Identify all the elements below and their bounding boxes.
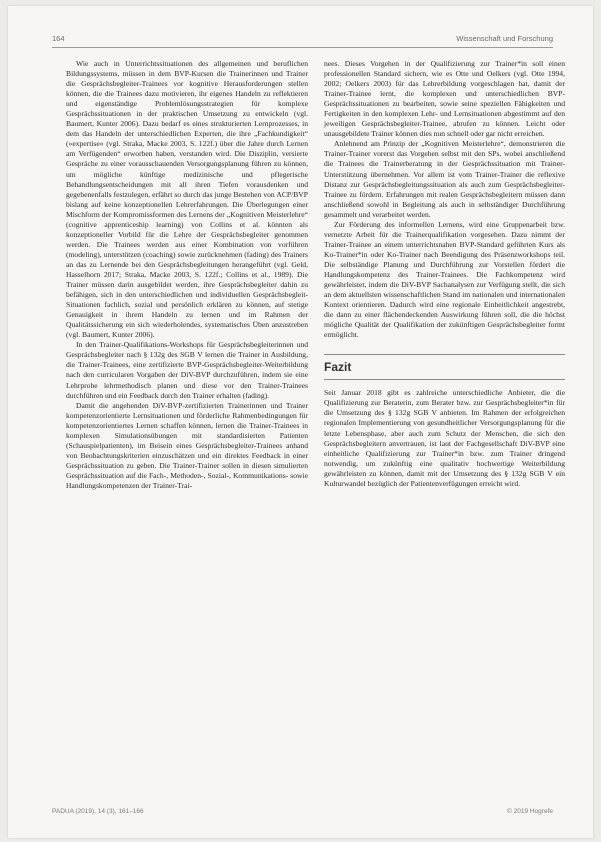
body-paragraph: Anlehnend am Prinzip der „Kognitiven Meisterlehre“, demonstrieren die Trainer-Trainer vorerst das Vorgehen selbst mit den SPs, wobei anschließend die Trainees die Trainerberatung in der Gesprächssituation mit Trainer-Unterstützung übernehmen. Vor allem ist vom Trainer-Trainer die reflexive Distanz zur Gesprächsbegleitungssituation als auch zum Gesprächsbegleiter-Trainee zu fördern. Erfahrungen mit realen Gesprächsbegleitern müssen dann anschließend sowohl in Begleitung als auch in selbständiger Durchführung gesammelt und verarbeitet werden. [324,139,565,219]
section-rule [324,354,565,355]
body-paragraph: In den Trainer-Qualifikations-Workshops für Gesprächsbegleiterinnen und Gesprächsbegleiter nach § 132g des SGB V lernen die Trainer in Ausbildung, die Trainer-Trainees, eine zertifizierte BVP-Gesprächsbegleiter-Weiterbildung nach den curricularen Vorgaben der DiV-BVP durchzuführen, indem sie eine Lehrprobe lehrmethodisch planen und diese vor den Trainer-Trainees durchführen und ein Feedback durch den Trainer erhalten (fading). [66,340,308,400]
header-rule [52,47,553,48]
fazit-paragraph: Seit Januar 2018 gibt es zahlreiche unterschiedliche Anbieter, die die Qualifizierung zur Beraterin, zum Berater bzw. zur Gesprächsbegleiter*in für die Umsetzung des § 132g SGB V anbieten. Im Rahmen der erfolgreichen regionalen Implementierung von gesundheitlicher Versorgungsplanung für die letzte Lebensphase, aber auch zum Schutz der Menschen, die sich den Gesprächsbegleitern anvertrauen, ist laut der Fachgesellschaft DiV-BVP eine einheitliche Qualifizierung zur Trainer*in bzw. zum Trainer dringend notwendig, um zukünftig eine qualitativ hochwertige Weiterbildung gewährleisten zu können, damit mit der Umsetzung des § 132g SGB V ein Kulturwandel bezüglich der Patientenverfügungen erreicht wird. [324,388,565,488]
page-footer [52,808,553,818]
page-number: 164 [52,34,65,43]
body-paragraph: Wie auch in Unterrichtssituationen des allgemeinen und beruflichen Bildungssystems, müssen in dem BVP-Kursen die Trainerinnen und Trainer die Gesprächsbegleiter-Trainees vor kognitive Herausforderungen stellen können, die die Trainees dazu motivieren, ihr eigenes Handeln zu reflektieren und eigenständige Problemlösungsstrategien für komplexe Gesprächssituationen in der praktischen Umsetzung zu entwickeln (vgl. Baumert, Kunter 2006). Dazu bedarf es eines strukturierten Lernprozesses, in dem das Handeln der unterschiedlichen Experten, die ihre „Fachkundigkeit“ (»expertise« (vgl. Straka, Macke 2003, S. 122f.) über die Jahre durch Lernen am Verfügenden“ erworben haben, verstanden wird. Die Disziplin, versierte Gespräche zu einer vorausschauenden Versorgungsplanung führen zu können, um mögliche künftige medizinische und pflegerische Behandlungsentscheidungen mit all ihren Tiefen vorausdenken und gegebenenfalls festzulegen, erfährt so durch das junge Bestehen von ACP/BVP bislang auf keine konzeptionellen Lehrerfahrungen. Die Überlegungen einer Mischform der Kompromissformen des Lernens der „Kognitiven Meisterlehre“ (cognitive apprenticeship learning) von Collins et al. könnten als konzeptioneller Vorbild für die Lehre der Gesprächsbegleiter genommen werden. Die Trainees werden aus einer Kombination von vorführen (modeling), unterstützen (coaching) sowie zurücknehmen (fading) des Trainers an das zu Lernende bei den Gesprächsbegleitungen herangeführt (vgl. Geld, Hasselhorn 2017; Straka, Macke 2003, S. 122f.; Collins et al., 1989). Die Trainer müssen darin ausgebildet werden, ihre Gesprächsbegleiter dahin zu befähigen, sich in den unterschiedlichen und individuellen Gesprächsbegleit-Situationen fachlich, sozial und persönlich erklären zu können, auf stetige Genauigkeit in ihrem Handeln zu lernen und im Rahmen der Qualitätssicherung ein sich wiederholendes, systematisches Üben anzustreben (vgl. Baumert, Kunter 2006). [66,59,308,340]
document-page [8,6,593,838]
section-title: Wissenschaft und Forschung [456,34,553,43]
body-paragraph: Damit die angehenden DiV-BVP-zertifizierten Trainerinnen und Trainer kompetenzorientierte Lernsituationen und förderliche Rahmenbedingungen für kompetenzorientiertes Lernen schaffen können, lernen die Trainer-Trainees in komplexen Simulationsübungen mit standardisierten Patienten (Schauspielpatienten), im Beisein eines Gesprächsbegleiter-Trainees anhand von Beobachtungskriterien einzuschätzen und ein direktes Feedback in einer Gesprächssituation zu geben. Die Trainer-Trainer sollen in diesen simulierten Gesprächssituation auf die Fach-, Methoden-, Sozial-, Kommunikations- sowie Handlungskompetenzen der Trainer-Trai- [66,400,308,490]
running-header [52,34,553,46]
footer-publisher: © 2019 Hogrefe [507,808,553,815]
right-column [324,59,565,489]
section-rule [324,379,565,380]
body-paragraph: nees. Dieses Vorgehen in der Qualifizierung zur Trainer*in soll einen professionellen Standard sichern, wie es Otte und Oelkers (vgl. Otte 1994, 2002; Oelkers 2003) für das Lehrerbildung vorgeschlagen hat, damit der Trainer-Trainee lernt, die komplexen und unterschiedlichen BVP-Gesprächssituationen zu bearbeiten, sowie seine speziellen Fähigkeiten und Fertigkeiten in den komplexen Lehr- und Lernsituationen abgestimmt auf den jeweiligen Gesprächsbegleiter-Trainee, abrufen zu können. Leicht oder unausgebildete Trainer können dies nun schnell oder gar nicht erreichen. [324,59,565,139]
fazit-section [324,354,565,488]
footer-citation: PADUA (2019), 14 (3), 161–166 [52,808,144,815]
body-paragraph: Zur Förderung des informellen Lernens, wird eine Gruppenarbeit bzw. vernetzte Arbeit für die Trainerqualifikation vorgesehen. Dazu nimmt der Trainer-Trainee an einem unterrichtsnahen BVP-Standard geführten Kurs als Ko-Trainer*in oder Ko-Trainer nach Beendigung des Präsenzworkshops teil. Die selbständige Planung und Durchführung zur Vorstellen fördert die Handlungskompetenz des Trainer-Trainees. Die Fachkompetenz wird gewährleistet, indem die DiV-BVP Sachanalysen zur Verfügung stellt, die sich an dem aktuellsten wissenschaftlichen Stand im nationalen und internationalen Kontext orientieren. Dadurch wird eine regionale Einheitlichkeit angestrebt, die dann zu einer flächendeckenden Auswirkung führen soll, die die höchst mögliche Qualität der Qualifikation der zukünftigen Gesprächsbegleiter formt ermöglicht. [324,219,565,340]
left-column [66,59,308,491]
fazit-heading: Fazit [324,360,352,375]
